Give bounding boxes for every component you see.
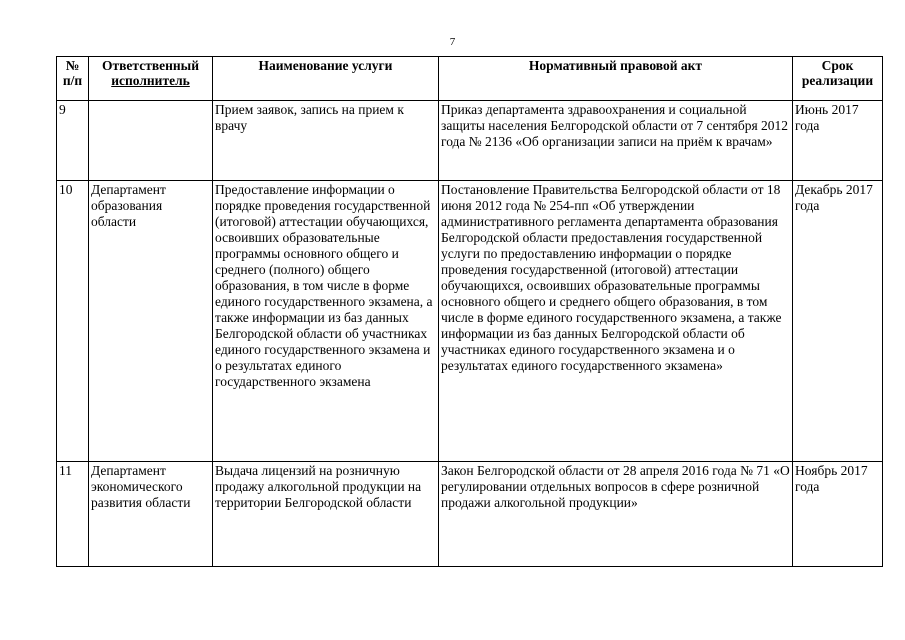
row-num: 11 — [57, 462, 89, 567]
row-service: Предоставление информации о порядке проведения государственной (итоговой) аттестации обучающихся, освоивших образовательные программы основного общего и среднего (полного) общего образования, в том числе в форме единого государственного экзамена, а также информации из баз данных Белгородской области об участниках единого государственного экзамена и о результатах единого государственного экзамена — [213, 181, 439, 462]
row-num: 10 — [57, 181, 89, 462]
services-table — [56, 56, 883, 567]
header-term-line2: реализации — [801, 73, 874, 88]
header-act-label: Нормативный правовой акт — [528, 58, 703, 73]
row-service: Выдача лицензий на розничную продажу алкогольной продукции на территории Белгородской области — [213, 462, 439, 567]
row-term: Июнь 2017 года — [793, 101, 883, 181]
row-act: Постановление Правительства Белгородской области от 18 июня 2012 года № 254-пп «Об утверждении административного регламента департамента образования Белгородской области предоставления государственной услуги по предоставлению информации о порядке проведения государственной (итоговой) аттестации обучающихся, освоивших образовательные программы основного общего и среднего общего образования, в том числе в форме единого государственного экзамена, а также информации из баз данных Белгородской области об участниках единого государственного экзамена и о результатах единого государственного экзамена» — [439, 181, 793, 462]
header-term — [793, 57, 883, 101]
header-service — [213, 57, 439, 101]
header-executor — [89, 57, 213, 101]
row-term: Декабрь 2017 года — [793, 181, 883, 462]
header-executor-line2: исполнитель — [111, 73, 190, 88]
header-executor-line1: Ответственный — [102, 58, 199, 73]
row-executor — [89, 101, 213, 181]
table-row — [57, 101, 883, 181]
row-act: Закон Белгородской области от 28 апреля 2016 года № 71 «О регулировании отдельных вопросов в сфере розничной продажи алкогольной продукции» — [439, 462, 793, 567]
header-num — [57, 57, 89, 101]
header-num-line2: п/п — [62, 73, 83, 88]
row-executor: Департамент экономического развития области — [89, 462, 213, 567]
row-term: Ноябрь 2017 года — [793, 462, 883, 567]
header-term-line1: Срок — [821, 58, 854, 73]
header-service-label: Наименование услуги — [258, 58, 393, 73]
row-num: 9 — [57, 101, 89, 181]
row-executor: Департамент образования области — [89, 181, 213, 462]
row-service: Прием заявок, запись на прием к врачу — [213, 101, 439, 181]
row-act: Приказ департамента здравоохранения и социальной защиты населения Белгородской области от 7 сентября 2012 года № 2136 «Об организации записи на приём к врачам» — [439, 101, 793, 181]
table-row — [57, 462, 883, 567]
header-act — [439, 57, 793, 101]
table-header-row — [57, 57, 883, 101]
page-number: 7 — [449, 36, 456, 48]
header-num-line1: № — [65, 58, 80, 73]
table-row — [57, 181, 883, 462]
